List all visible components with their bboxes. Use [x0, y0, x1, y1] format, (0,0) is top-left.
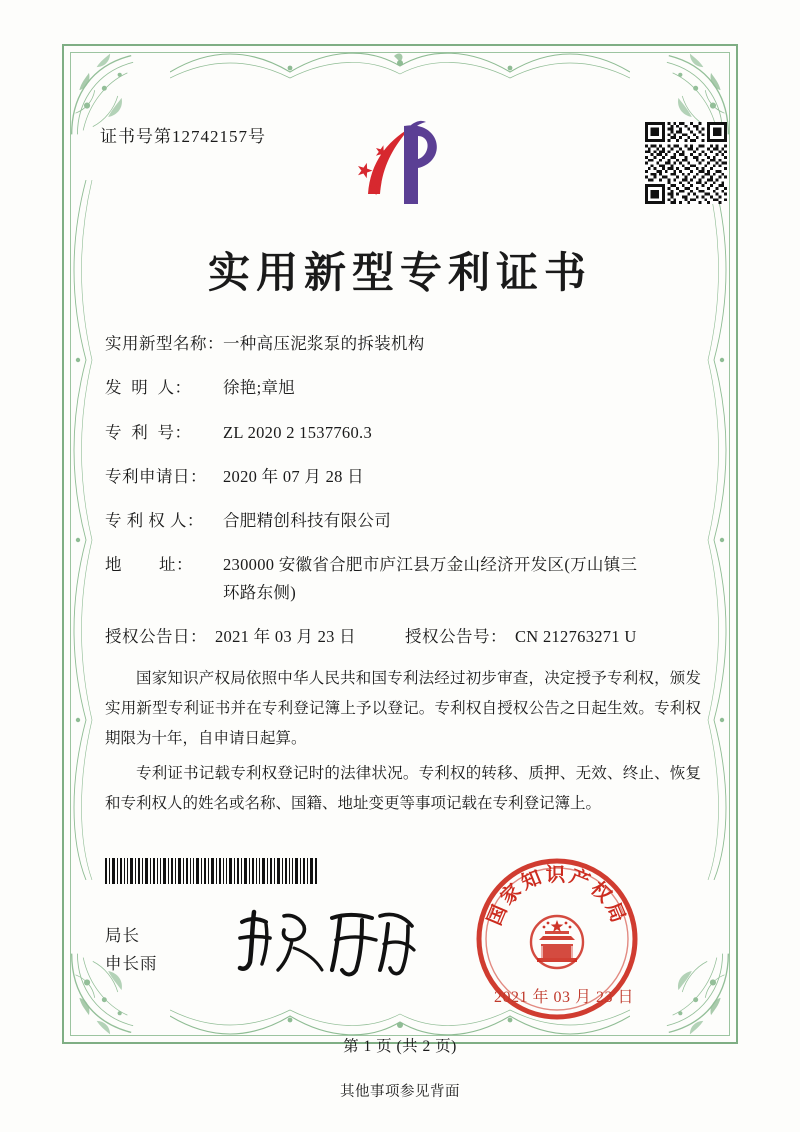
address-line-1: 230000 安徽省合肥市庐江县万金山经济开发区(万山镇三	[223, 555, 638, 575]
paragraph-1: 国家知识产权局依照中华人民共和国专利法经过初步审查，决定授予专利权，颁发实用新型专利证书并在专利登记簿上予以登记。专利权自授权公告之日起生效。专利权期限为十年，自申请日起算。	[105, 670, 701, 748]
field-row-address	[105, 554, 705, 604]
announcement-number-label: 授权公告号：	[405, 626, 507, 646]
paragraph-2: 专利证书记载专利权登记时的法律状况。专利权的转移、质押、无效、终止、恢复和专利权人的姓名或名称、国籍、地址变更等事项记载在专利登记簿上。	[105, 764, 701, 812]
announcement-number-value: CN 212763271 U	[515, 626, 637, 646]
page-number: 第 1 页 (共 2 页)	[343, 1038, 457, 1055]
field-value: 徐艳;章旭	[223, 378, 296, 398]
svg-text:国家知识产权局: 国家知识产权局	[482, 863, 632, 929]
field-row-patent-number	[105, 422, 705, 444]
field-value: 2020 年 07 月 28 日	[223, 466, 364, 486]
field-value: 一种高压泥浆泵的拆装机构	[223, 334, 425, 353]
barcode-icon	[105, 858, 317, 884]
field-row-announcement	[105, 626, 705, 648]
certificate-number: 证书号第12742157号	[100, 127, 266, 146]
announcement-number-group	[405, 626, 705, 648]
signature-name: 申长雨	[105, 954, 158, 974]
announcement-date-group	[105, 626, 405, 648]
field-label: 专 利 权 人：	[105, 511, 204, 531]
cnipa-logo-icon	[348, 112, 458, 222]
qr-code-icon	[645, 122, 727, 204]
legal-text	[105, 664, 701, 823]
field-value: ZL 2020 2 1537760.3	[223, 422, 372, 442]
seal-date: 2021 年 03 月 23 日	[494, 989, 635, 1006]
field-label: 实用新型名称：	[105, 334, 224, 353]
field-label: 地 址：	[105, 555, 193, 575]
backside-note: 其他事项参见背面	[340, 1084, 460, 1100]
announcement-date-label: 授权公告日：	[105, 626, 207, 646]
field-value: 合肥精创科技有限公司	[223, 511, 391, 531]
corner-ornament-bottom-right	[640, 946, 736, 1042]
signature-role: 局长	[105, 926, 140, 945]
field-label: 发 明 人：	[105, 378, 192, 398]
page-title: 实用新型专利证书	[207, 248, 592, 297]
signature-block	[105, 922, 158, 978]
field-label: 专利申请日：	[105, 466, 207, 486]
handwritten-signature-icon	[232, 900, 422, 980]
address-line-2: 环路东侧)	[223, 582, 296, 602]
field-row-utility-model-name	[105, 333, 705, 355]
announcement-date-value: 2021 年 03 月 23 日	[215, 626, 356, 646]
edge-ornament-top	[170, 46, 630, 80]
field-value-address	[223, 554, 705, 604]
field-row-patentee	[105, 510, 705, 532]
field-label: 专 利 号：	[105, 422, 192, 442]
certificate-fields	[105, 333, 705, 654]
field-row-inventor	[105, 377, 705, 399]
field-row-application-date	[105, 466, 705, 488]
